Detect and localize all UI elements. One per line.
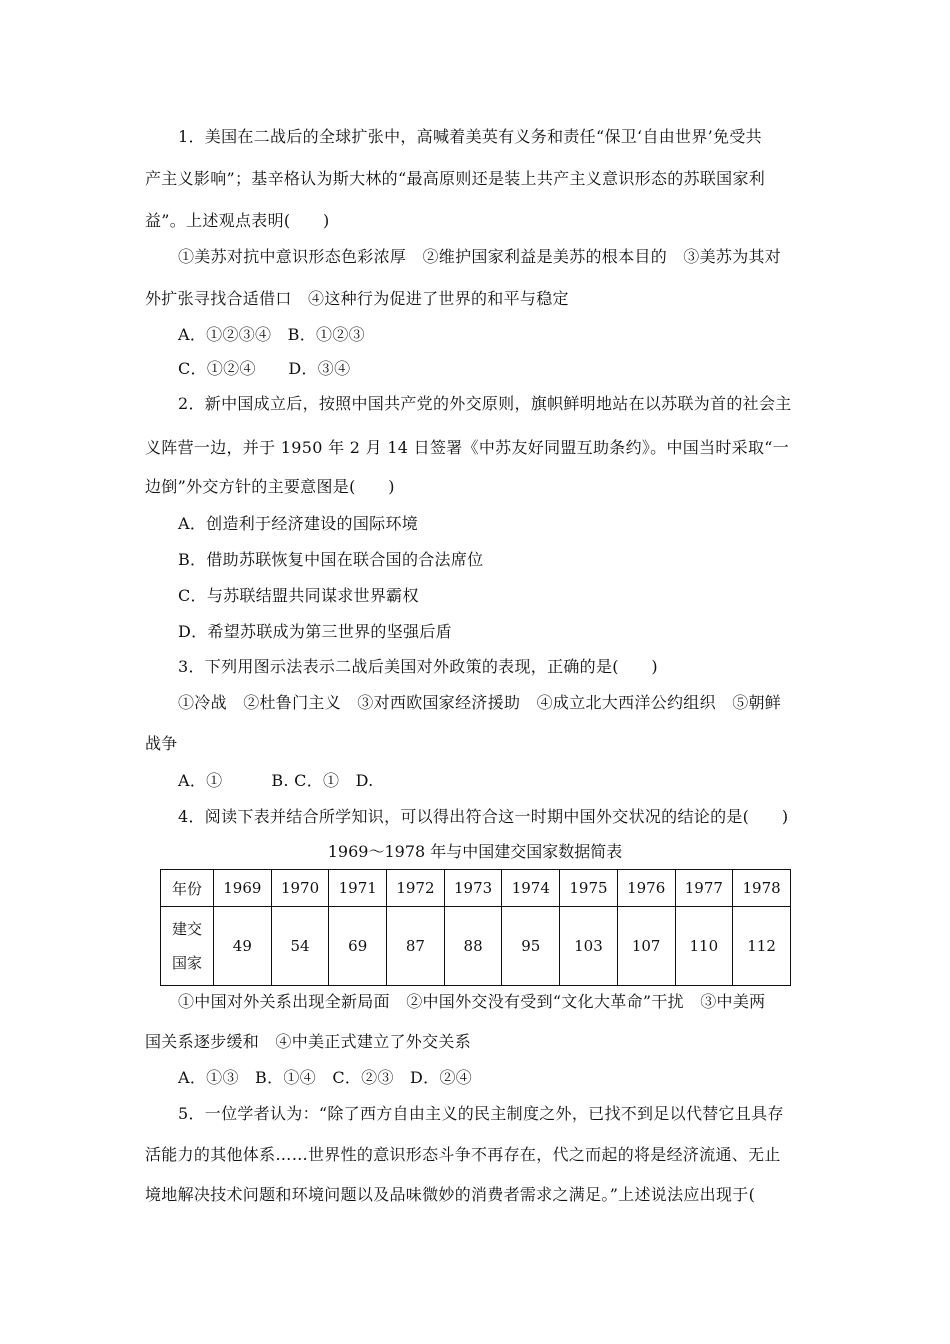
q5-stem-line-3: 境地解决技术问题和环境问题以及品味微妙的消费者需求之满足。”上述说法应出现于( [145, 1185, 756, 1204]
q1-stem-line-1: 1．美国在二战后的全球扩张中，高喊着美英有义务和责任“保卫‘自由世界’免受共 [178, 127, 762, 146]
q5-stem-line-2: 活能力的其他体系……世界性的意识形态斗争不再存在，代之而起的将是经济流通、无止 [145, 1145, 781, 1164]
q2-stem-line-3: 边倒”外交方针的主要意图是( ) [145, 477, 395, 496]
table-header-year: 年份 [161, 870, 214, 907]
q5-stem-line-1: 5．一位学者认为：“除了西方自由主义的民主制度之外，已找不到足以代替它且具存 [178, 1104, 784, 1123]
table-cell-count: 69 [329, 907, 387, 986]
table-cell-year: 1976 [617, 870, 675, 907]
table-header-countries [161, 907, 214, 986]
table-cell-year: 1977 [675, 870, 733, 907]
table-cell-count: 112 [733, 907, 791, 986]
q4-statements-line-1: ①中国对外关系出现全新局面 ②中国外交没有受到“文化大革命”干扰 ③中美两 [178, 992, 766, 1011]
table-cell-count: 54 [271, 907, 329, 986]
table-cell-count: 88 [444, 907, 502, 986]
table-header-countries-line-1: 建交 [171, 920, 202, 938]
q3-statements-line-1: ①冷战 ②杜鲁门主义 ③对西欧国家经济援助 ④成立北大西洋公约组织 ⑤朝鲜 [178, 693, 782, 712]
q4-table-caption: 1969～1978 年与中国建交国家数据简表 [327, 842, 623, 861]
q4-stem-line-1: 4．阅读下表并结合所学知识，可以得出符合这一时期中国外交状况的结论的是( ) [178, 807, 789, 826]
table-cell-year: 1978 [733, 870, 791, 907]
table-cell-count: 107 [617, 907, 675, 986]
q3-statements-line-2: 战争 [145, 734, 178, 753]
table-cell-year: 1972 [387, 870, 445, 907]
q4-data-table [160, 869, 791, 986]
table-cell-count: 95 [502, 907, 560, 986]
q1-options-line-1: A．①②③④ B．①②③ [178, 325, 365, 344]
q4-options-line-1: A．①③ B．①④ C．②③ D．②④ [178, 1068, 473, 1087]
q2-option-d: D．希望苏联成为第三世界的坚强后盾 [178, 622, 452, 641]
table-cell-year: 1971 [329, 870, 387, 907]
q2-stem-line-2: 义阵营一边，并于 1950 年 2 月 14 日签署《中苏友好同盟互助条约》。中国当时采取“一 [145, 438, 790, 457]
q1-stem-line-3: 益”。上述观点表明( ) [145, 211, 330, 230]
table-row-counts [161, 907, 791, 986]
q1-statements-line-1: ①美苏对抗中意识形态色彩浓厚 ②维护国家利益是美苏的根本目的 ③美苏为其对 [178, 247, 782, 266]
table-row-years [161, 870, 791, 907]
q2-option-c: C．与苏联结盟共同谋求世界霸权 [178, 586, 419, 605]
q3-stem-line-1: 3．下列用图示法表示二战后美国对外政策的表现，正确的是( ) [178, 657, 658, 676]
table-cell-count: 110 [675, 907, 733, 986]
table-cell-count: 49 [214, 907, 272, 986]
q2-option-b: B．借助苏联恢复中国在联合国的合法席位 [178, 550, 484, 569]
table-cell-year: 1970 [271, 870, 329, 907]
table-header-countries-line-2: 国家 [171, 954, 202, 972]
q1-stem-line-2: 产主义影响”；基辛格认为斯大林的“最高原则还是装上共产主义意识形态的苏联国家利 [145, 169, 766, 188]
q1-statements-line-2: 外扩张寻找合适借口 ④这种行为促进了世界的和平与稳定 [145, 289, 569, 308]
q2-stem-line-1: 2．新中国成立后，按照中国共产党的外交原则，旗帜鲜明地站在以苏联为首的社会主 [178, 394, 792, 413]
q1-options-line-2: C．①②④ D．③④ [178, 359, 351, 378]
q3-options-line-1: A．① B. C．① D. [178, 771, 374, 790]
table-cell-year: 1974 [502, 870, 560, 907]
table-cell-year: 1975 [560, 870, 618, 907]
table-cell-count: 103 [560, 907, 618, 986]
q4-statements-line-2: 国关系逐步缓和 ④中美正式建立了外交关系 [145, 1032, 472, 1051]
table-cell-year: 1969 [214, 870, 272, 907]
table-cell-year: 1973 [444, 870, 502, 907]
q2-option-a: A．创造利于经济建设的国际环境 [178, 514, 419, 533]
table-cell-count: 87 [387, 907, 445, 986]
